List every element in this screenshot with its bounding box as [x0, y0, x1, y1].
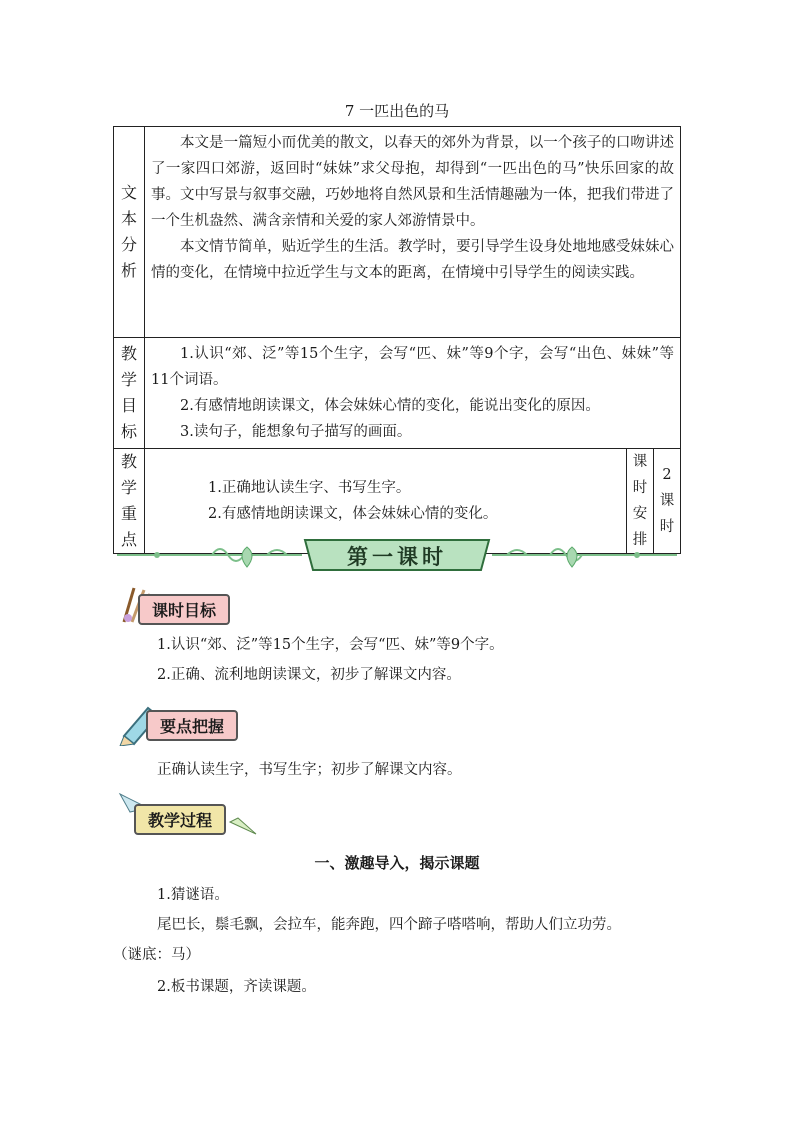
riddle-answer: （谜底：马）: [113, 947, 200, 963]
key-tag: [118, 706, 268, 740]
process-item: 1.猜谜语。: [157, 887, 229, 903]
goals-tag: [118, 590, 258, 624]
goals-label: 教 学 目 标: [114, 338, 145, 449]
banner-title: 第一课时: [347, 545, 447, 569]
key-points-text: 正确认读生字，书写生字；初步了解课文内容。: [157, 762, 462, 778]
lesson-goal-item: 2.正确、流利地朗读课文，初步了解课文内容。: [157, 667, 461, 683]
goal-item: 2.有感情地朗读课文，体会妹妹心情的变化，能说出变化的原因。: [180, 398, 600, 414]
focus-item: 2.有感情地朗读课文，体会妹妹心情的变化。: [208, 506, 498, 522]
process-tag-label: 教学过程: [134, 804, 226, 835]
goals-content: [145, 338, 681, 449]
goals-row: [114, 338, 681, 449]
analysis-paragraph: 本文是一篇短小而优美的散文，以春天的郊外为背景，以一个孩子的口吻讲述了一家四口郊游，返回时“妹妹”求父母抱，却得到“一匹出色的马”快乐回家的故事。文中写景与叙事交融，巧妙地将自然风景和生活情趣融为一体，把我们带进了一个生机盎然、满含亲情和关爱的家人郊游情景中。: [151, 135, 674, 229]
process-content: [128, 880, 680, 940]
key-tag-label: 要点把握: [146, 710, 238, 741]
focus-label: 教 学 重 点: [114, 449, 145, 554]
process-item: 尾巴长，鬃毛飘，会拉车，能奔跑，四个蹄子嗒嗒响，帮助人们立功劳。: [157, 917, 621, 933]
analysis-label: 文 本 分 析: [114, 127, 145, 338]
goal-item: 1.认识“郊、泛”等15个生字，会写“匹、妹”等9个字，会写“出色、妹妹”等11个词语。: [151, 346, 674, 388]
process-item: 2.板书课题，齐读课题。: [157, 979, 316, 995]
process-tag: [118, 800, 268, 834]
analysis-row: [114, 127, 681, 338]
lesson-goal-item: 1.认识“郊、泛”等15个生字，会写“匹、妹”等9个字。: [157, 637, 504, 653]
analysis-paragraph: 本文情节简单，贴近学生的生活。教学时，要引导学生设身处地地感受妹妹心情的变化，在情境中拉近学生与文本的距离，在情境中引导学生的阅读实践。: [151, 239, 674, 281]
lesson-goals: [128, 630, 680, 690]
goals-tag-label: 课时目标: [138, 594, 230, 625]
lesson-plan-table: [113, 126, 681, 554]
lesson-banner: [117, 535, 677, 575]
key-points: [128, 755, 680, 785]
process-content-2: [128, 972, 680, 1002]
document-title: 7 一匹出色的马: [344, 102, 450, 120]
focus-item: 1.正确地认读生字、书写生字。: [208, 480, 411, 496]
process-heading: 一、激趣导入，揭示课题: [314, 854, 480, 872]
schedule-label: 课 时 安 排: [627, 449, 654, 554]
schedule-value: 2 课 时: [654, 449, 681, 554]
goal-item: 3.读句子，能想象句子描写的画面。: [180, 424, 412, 440]
analysis-content: [145, 127, 681, 338]
